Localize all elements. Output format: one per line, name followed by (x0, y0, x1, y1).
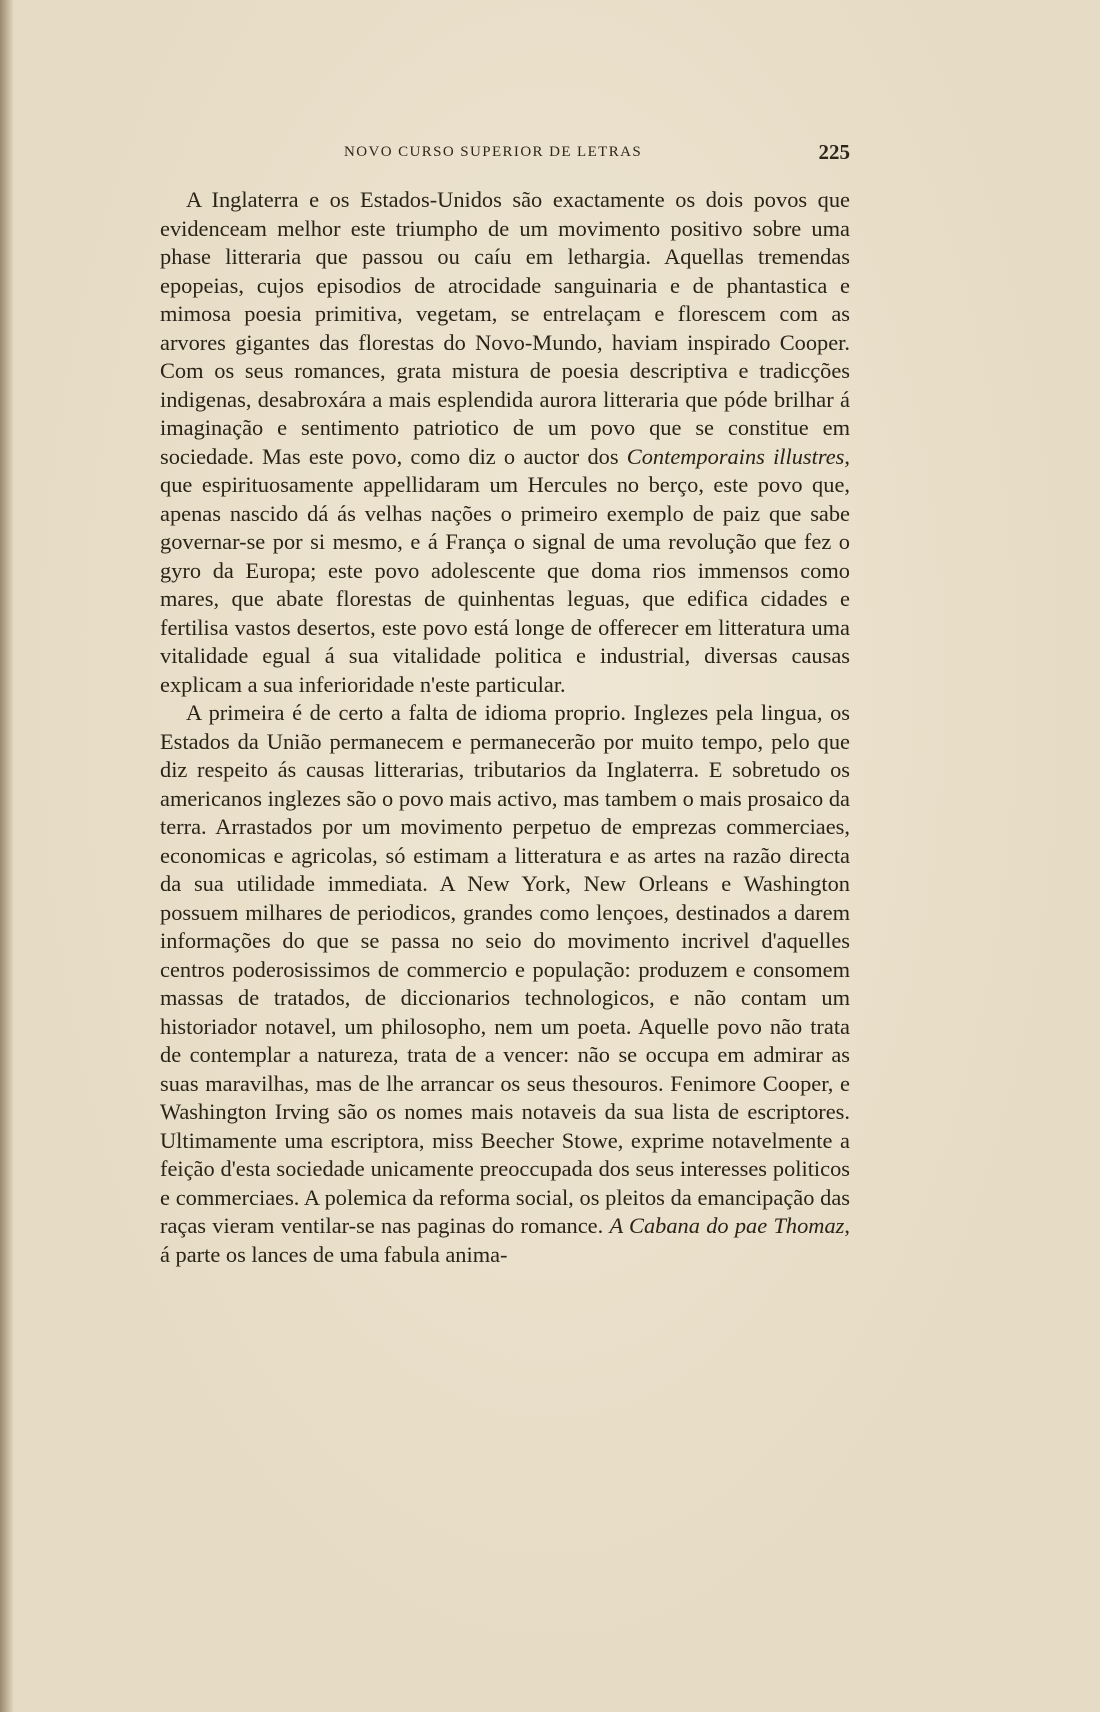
body-text (160, 186, 850, 1269)
paragraph-1-italic-title: Contemporains illustres (626, 443, 845, 469)
paragraph-2-text-b: , á parte os lances de uma fabula anima- (160, 1213, 850, 1267)
paragraph-2 (160, 699, 850, 1269)
page-number: 225 (818, 140, 850, 164)
spine-shadow (0, 0, 14, 1712)
paragraph-1 (160, 186, 850, 699)
paragraph-1-text-a: A Inglaterra e os Estados-Unidos são exactamente os dois povos que evidenceam melhor este triumpho de um movimento positivo sobre uma phase litteraria que passou ou caíu em lethargia. Aquellas tremendas epopeias, cujos episodios de atrocidade sanguinaria e de phantastica e mimosa poesia primitiva, vegetam, se entrelaçam e florescem com as arvores gigantes das florestas do Novo-Mundo, haviam inspirado Cooper. Com os seus romances, grata mistura de poesia descriptiva e tradicções indigenas, desabroxára a mais esplendida aurora litteraria que póde brilhar á imaginação e sentimento patriotico de um povo que se constitue em sociedade. Mas este povo, como diz o auctor dos (160, 187, 850, 469)
paragraph-2-text-a: A primeira é de certo a falta de idioma proprio. Inglezes pela lingua, os Estados da União permanecem e permanecerão por muito tempo, pelo que diz respeito ás causas litterarias, tributarios da Inglaterra. E sobretudo os americanos inglezes são o povo mais activo, mas tambem o mais prosaico da terra. Arrastados por um movimento perpetuo de emprezas commerciaes, economicas e agricolas, só estimam a litteratura e as artes na razão directa da sua utilidade immediata. A New York, New Orleans e Washington possuem milhares de periodicos, grandes como lençoes, destinados a darem informações do que se passa no seio do movimento incrivel d'aquelles centros poderosissimos de commercio e população: produzem e consomem massas de tratados, de diccionarios technologicos, e não contam um historiador notavel, um philosopho, nem um poeta. Aquelle povo não trata de contemplar a natureza, trata de a vencer: não se occupa em admirar as suas maravilhas, mas de lhe arrancar os seus thesouros. Fenimore Cooper, e Washington Irving são os nomes mais notaveis da sua lista de escriptores. Ultimamente uma escriptora, miss Beecher Stowe, exprime notavelmente a feição d'esta sociedade unicamente preoccupada dos seus interesses politicos e commerciaes. A polemica da reforma social, os pleitos da emancipação das raças vieram ventilar-se nas paginas do romance. (160, 700, 850, 1238)
paragraph-2-italic-title: A Cabana do pae Thomaz (609, 1213, 845, 1238)
running-head (160, 140, 850, 172)
paragraph-1-text-b: , que espirituosamente appellidaram um Hercules no berço, este povo que, apenas nascido dá ás velhas nações o primeiro exemplo de paiz que sabe governar-se por si mesmo, e á França o signal de uma revolução que fez o gyro da Europa; este povo adolescente que doma rios immensos como mares, que abate florestas de quinhentas leguas, que edifica cidades e fertilisa vastos desertos, este povo está longe de offerecer em litteratura uma vitalidade egual á sua vitalidade politica e industrial, diversas causas explicam a sua inferioridade n'este particular. (160, 443, 851, 697)
running-title: NOVO CURSO SUPERIOR DE LETRAS (344, 144, 643, 160)
